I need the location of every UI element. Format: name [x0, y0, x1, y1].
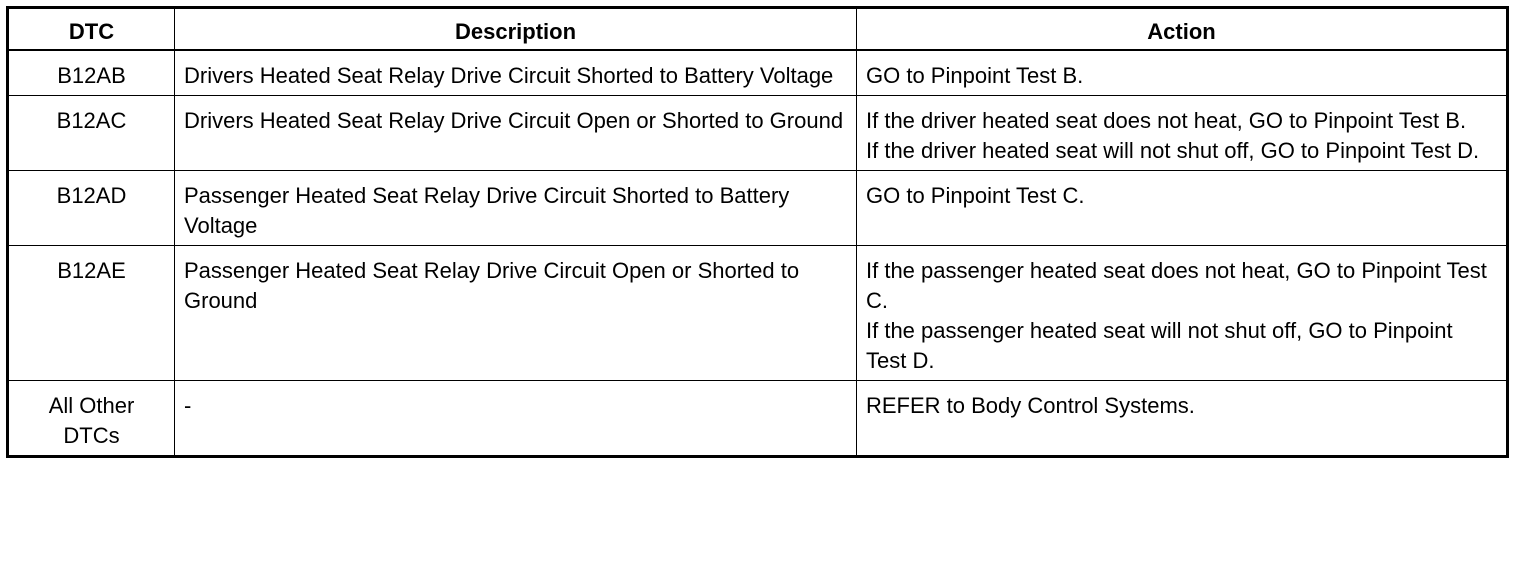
- table-row: [8, 381, 1508, 457]
- dtc-code: B12AC: [8, 96, 175, 171]
- dtc-description: Drivers Heated Seat Relay Drive Circuit Open or Shorted to Ground: [175, 96, 857, 171]
- action-line: If the passenger heated seat will not shut off, GO to Pinpoint Test D.: [866, 318, 1453, 373]
- dtc-code: B12AE: [8, 246, 175, 381]
- action-line: If the driver heated seat does not heat, GO to Pinpoint Test B.: [866, 108, 1467, 133]
- dtc-description: -: [175, 381, 857, 457]
- dtc-table-container: [6, 6, 1506, 458]
- header-dtc: DTC: [8, 8, 175, 51]
- dtc-description: Passenger Heated Seat Relay Drive Circuit Open or Shorted to Ground: [175, 246, 857, 381]
- action-line: GO to Pinpoint Test C.: [866, 183, 1085, 208]
- dtc-code: All Other DTCs: [8, 381, 175, 457]
- dtc-action: [857, 50, 1508, 96]
- table-row: [8, 50, 1508, 96]
- dtc-action: [857, 171, 1508, 246]
- dtc-code: B12AB: [8, 50, 175, 96]
- dtc-description: Passenger Heated Seat Relay Drive Circuit Shorted to Battery Voltage: [175, 171, 857, 246]
- dtc-action: [857, 96, 1508, 171]
- dtc-code: B12AD: [8, 171, 175, 246]
- dtc-action: [857, 246, 1508, 381]
- header-description: Description: [175, 8, 857, 51]
- table-row: [8, 96, 1508, 171]
- action-line: GO to Pinpoint Test B.: [866, 63, 1084, 88]
- dtc-action: [857, 381, 1508, 457]
- dtc-table: [6, 6, 1509, 458]
- action-line: If the driver heated seat will not shut off, GO to Pinpoint Test D.: [866, 138, 1480, 163]
- action-line: REFER to Body Control Systems.: [866, 393, 1195, 418]
- header-action: Action: [857, 8, 1508, 51]
- table-row: [8, 246, 1508, 381]
- dtc-description: Drivers Heated Seat Relay Drive Circuit Shorted to Battery Voltage: [175, 50, 857, 96]
- action-line: If the passenger heated seat does not heat, GO to Pinpoint Test C.: [866, 258, 1487, 313]
- table-header-row: [8, 8, 1508, 51]
- table-row: [8, 171, 1508, 246]
